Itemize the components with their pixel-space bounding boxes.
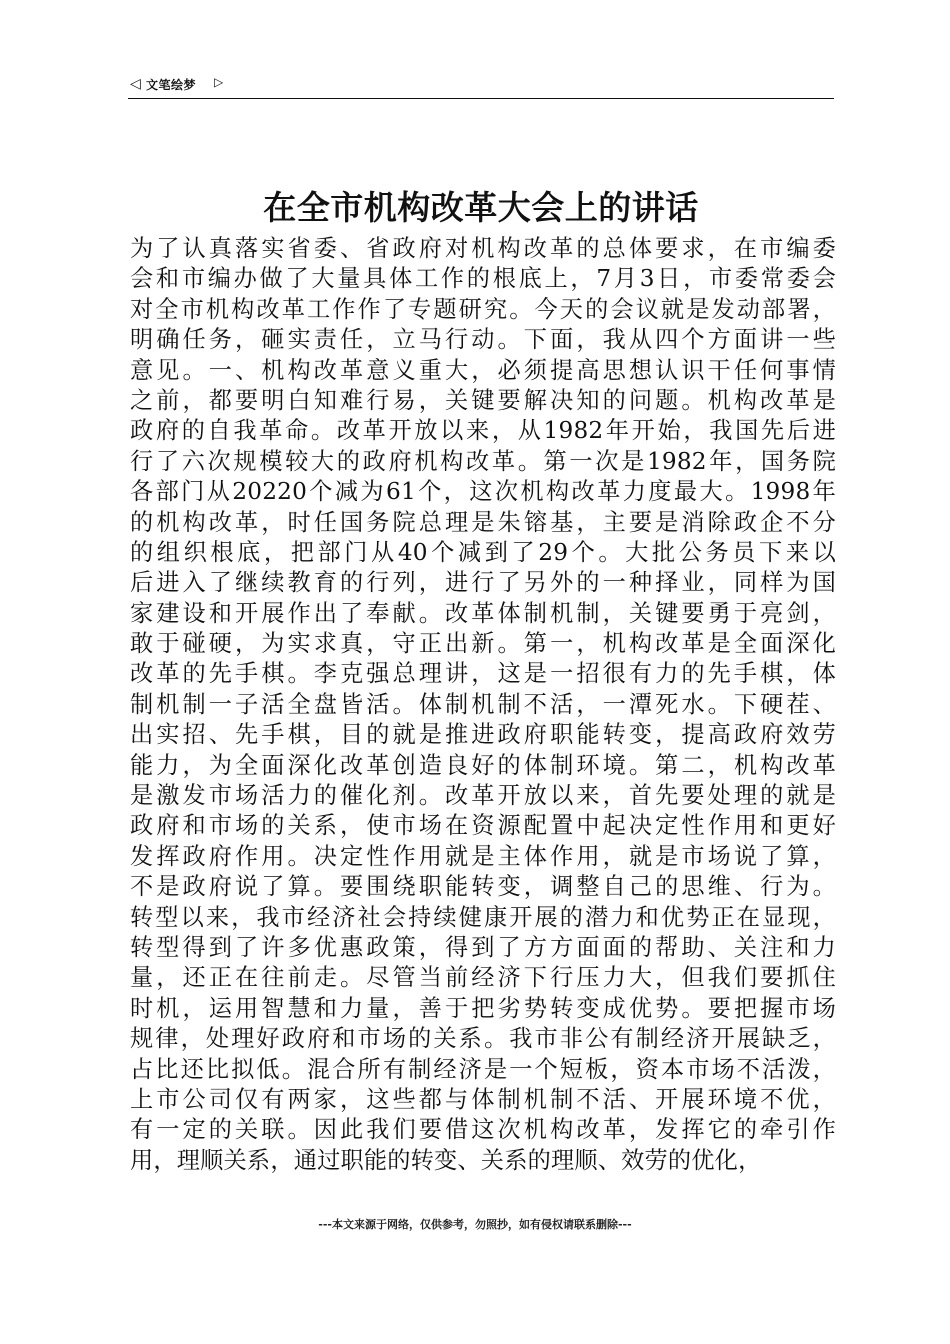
body-line: 会和市编办做了大量具体工作的根底上，7月3日，市委常委会	[130, 265, 836, 293]
header-brand: 文笔绘梦	[146, 78, 197, 92]
body-line: 占比还比拟低。混合所有制经济是一个短板，资本市场不活泼，	[130, 1055, 836, 1083]
body-line: 转型得到了许多优惠政策，得到了方方面面的帮助、关注和力	[130, 933, 836, 961]
document-title: 在全市机构改革大会上的讲话	[263, 188, 699, 227]
triangle-right-icon: ▷	[214, 75, 224, 89]
body-line: 意见。一、机构改革意义重大，必须提高思想认识干任何事情	[130, 356, 836, 384]
triangle-left-icon: ◁	[130, 76, 141, 92]
document-body	[130, 234, 836, 1176]
body-line: 明确任务，砸实责任，立马行动。下面，我从四个方面讲一些	[130, 326, 836, 354]
body-line: 各部门从20220个减为61个，这次机构改革力度最大。1998年	[130, 478, 836, 506]
body-line: 对全市机构改革工作作了专题研究。今天的会议就是发动部署，	[130, 295, 836, 323]
body-line: 发挥政府作用。决定性作用就是主体作用，就是市场说了算，	[130, 842, 836, 870]
footer-disclaimer: ---本文来源于网络，仅供参考，勿照抄，如有侵权请联系删除---	[318, 1218, 632, 1231]
body-line: 有一定的关联。因此我们要借这次机构改革，发挥它的牵引作	[130, 1116, 836, 1144]
body-line: 量，还正在往前走。尽管当前经济下行压力大，但我们要抓住	[130, 964, 836, 992]
body-line: 用，理顺关系，通过职能的转变、关系的理顺、效劳的优化，	[130, 1146, 762, 1174]
body-line: 家建设和开展作出了奉献。改革体制机制，关键要勇于亮剑，	[130, 599, 836, 627]
body-line: 改革的先手棋。李克强总理讲，这是一招很有力的先手棋，体	[130, 660, 836, 688]
body-line: 出实招、先手棋，目的就是推进政府职能转变，提高政府效劳	[130, 721, 836, 749]
page-header	[128, 74, 834, 99]
body-line: 后进入了继续教育的行列，进行了另外的一种择业，同样为国	[130, 569, 836, 597]
body-line: 时机，运用智慧和力量，善于把劣势转变成优势。要把握市场	[130, 994, 836, 1022]
body-line: 转型以来，我市经济社会持续健康开展的潜力和优势正在显现，	[130, 903, 836, 931]
body-line: 的组织根底，把部门从40个减到了29个。大批公务员下来以	[130, 538, 836, 566]
body-line: 是激发市场活力的催化剂。改革开放以来，首先要处理的就是	[130, 782, 836, 810]
body-line: 规律，处理好政府和市场的关系。我市非公有制经济开展缺乏，	[130, 1025, 836, 1053]
body-line: 不是政府说了算。要围绕职能转变，调整自己的思维、行为。	[130, 873, 836, 901]
body-line: 政府和市场的关系，使市场在资源配置中起决定性作用和更好	[130, 812, 836, 840]
body-line: 政府的自我革命。改革开放以来，从1982年开始，我国先后进	[130, 417, 836, 445]
body-line: 敢于碰硬，为实求真，守正出新。第一，机构改革是全面深化	[130, 630, 836, 658]
body-line: 上市公司仅有两家，这些都与体制机制不活、开展环境不优，	[130, 1085, 836, 1113]
body-line: 行了六次规模较大的政府机构改革。第一次是1982年，国务院	[130, 447, 836, 475]
body-line: 的机构改革，时任国务院总理是朱镕基，主要是消除政企不分	[130, 508, 836, 536]
body-line: 为了认真落实省委、省政府对机构改革的总体要求，在市编委	[130, 235, 836, 262]
body-line: 能力，为全面深化改革创造良好的体制环境。第二，机构改革	[130, 751, 836, 779]
body-line: 制机制一子活全盘皆活。体制机制不活，一潭死水。下硬茬、	[130, 690, 836, 718]
body-line: 之前，都要明白知难行易，关键要解决知的问题。机构改革是	[130, 386, 836, 414]
